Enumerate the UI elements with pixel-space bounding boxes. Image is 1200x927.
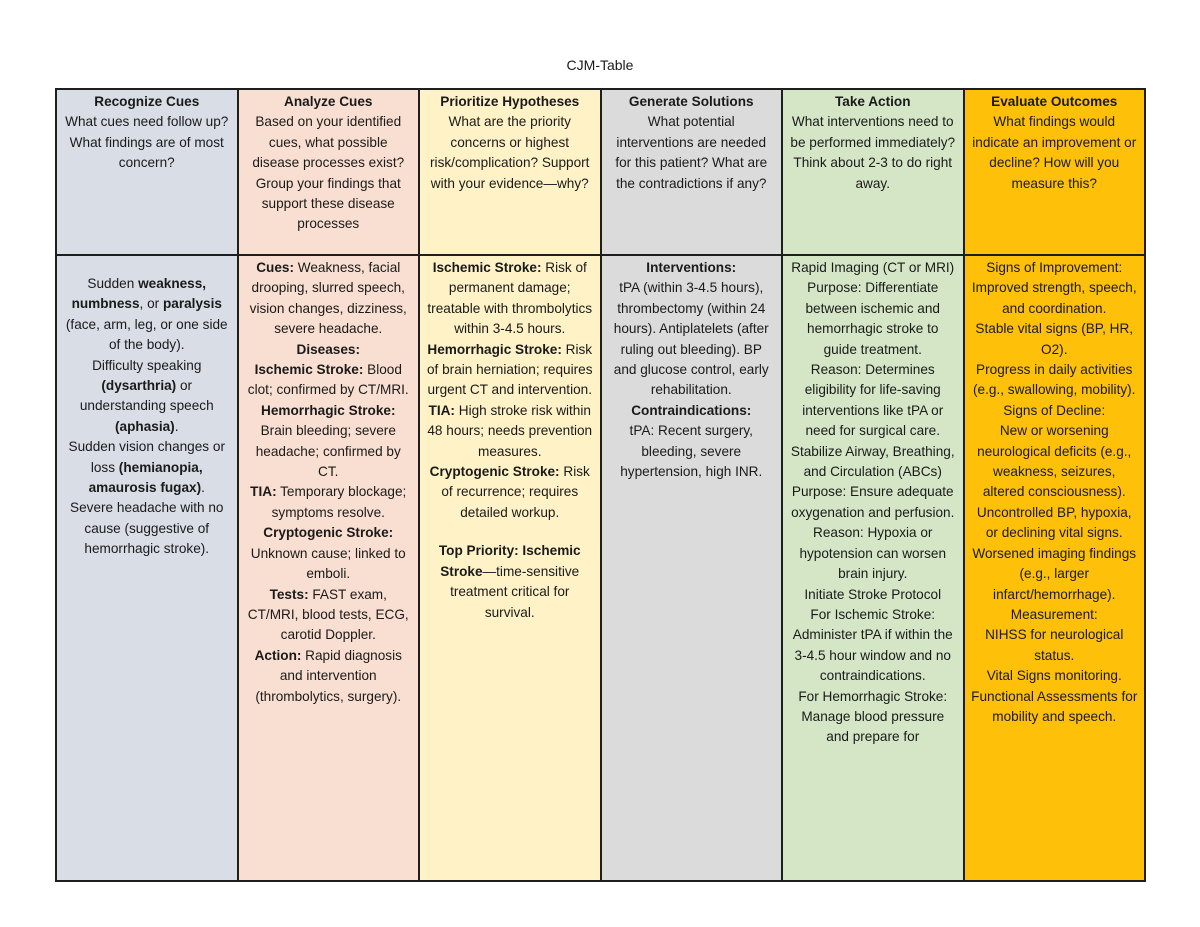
recognize-emphasis: paralysis <box>162 296 222 312</box>
evaluate-line: Signs of Improvement: <box>986 260 1123 275</box>
entry-label: TIA: <box>250 484 277 500</box>
recognize-line <box>63 437 231 498</box>
prioritize-tia-entry <box>426 401 594 462</box>
entry-label: Hemorrhagic Stroke: <box>427 341 562 357</box>
analyze-tia-entry <box>245 482 413 523</box>
recognize-line: Severe headache with no cause (suggestive of hemorrhagic stroke). <box>70 500 224 557</box>
entry-label: Hemorrhagic Stroke: <box>261 402 396 418</box>
action-line: Reason: Determines eligibility for life-saving interventions like tPA or need for surgical care. <box>802 362 944 439</box>
action-line: Stabilize Airway, Breathing, and Circulation (ABCs) <box>790 443 955 480</box>
evaluate-line: Signs of Decline: <box>1003 402 1106 418</box>
action-line: For Hemorrhagic Stroke: <box>798 688 948 704</box>
entry-label: Ischemic Stroke: <box>254 362 364 378</box>
analyze-action-entry <box>245 646 413 707</box>
entry-text: Risk of recurrence; requires detailed workup. <box>441 464 590 520</box>
analyze-cryptogenic-entry <box>245 523 413 584</box>
recognize-line <box>63 274 231 294</box>
header-title: Analyze Cues <box>284 94 373 109</box>
take-action-cell <box>782 255 964 881</box>
entry-label: Ischemic Stroke: <box>432 260 542 275</box>
interventions-text: tPA (within 3-4.5 hours), thrombectomy (within 24 hours). Antiplatelets (after ruling out bleeding). BP and glucose control, early rehabilitation. <box>613 280 769 398</box>
entry-label: Interventions: <box>646 260 737 275</box>
entry-label: Action: <box>254 647 302 663</box>
header-question: Based on your identified cues, what possible disease processes exist? Group your findings that support these disease processes <box>252 114 405 232</box>
entry-label: Cryptogenic Stroke: <box>429 464 560 480</box>
recognize-line <box>63 376 231 417</box>
action-line: For Ischemic Stroke: <box>810 606 936 622</box>
recognize-emphasis: (aphasia) <box>115 418 175 434</box>
action-line: Rapid Imaging (CT or MRI) <box>791 260 955 275</box>
analyze-hemorrhagic-entry <box>245 401 413 483</box>
prioritize-top-priority <box>426 541 594 623</box>
recognize-text: or understanding speech <box>79 378 214 414</box>
evaluate-line: New or worsening neurological deficits (e.g., weakness, seizures, altered consciousness). <box>977 423 1132 500</box>
entry-label: Tests: <box>269 586 309 602</box>
action-line: Initiate Stroke Protocol <box>804 586 942 602</box>
recognize-emphasis: (dysarthria) <box>101 378 177 394</box>
entry-text: Risk of brain herniation; requires urgent CT and intervention. <box>427 341 593 398</box>
evaluate-line: NIHSS for neurological status. <box>985 627 1124 663</box>
analyze-cues-cell <box>238 255 420 881</box>
analyze-diseases-heading <box>245 340 413 360</box>
header-analyze-cues <box>238 89 420 255</box>
evaluate-line: Worsened imaging findings (e.g., larger infarct/hemorrhage). <box>972 545 1137 602</box>
recognize-text: . <box>174 418 179 434</box>
evaluate-line: Uncontrolled BP, hypoxia, or declining vital signs. <box>976 504 1132 541</box>
analyze-tests-entry <box>245 585 413 646</box>
header-title: Prioritize Hypotheses <box>440 94 580 109</box>
entry-text: —time-sensitive treatment critical for survival. <box>450 563 580 620</box>
recognize-emphasis: weakness, <box>138 276 207 291</box>
evaluate-line: Vital Signs monitoring. <box>986 668 1122 684</box>
header-title: Evaluate Outcomes <box>991 94 1118 109</box>
generate-solutions-cell <box>601 255 783 881</box>
interventions-heading <box>608 258 776 278</box>
entry-text: Unknown cause; linked to emboli. <box>250 545 406 582</box>
cjm-table <box>55 88 1146 882</box>
recognize-text: Sudden vision changes or loss <box>68 439 225 475</box>
header-prioritize-hypotheses <box>419 89 601 255</box>
evaluate-line: Progress in daily activities (e.g., swallowing, mobility). <box>973 362 1136 398</box>
recognize-line <box>63 417 231 437</box>
recognize-emphasis: numbness <box>71 296 140 312</box>
entry-label: Contraindications: <box>631 402 752 418</box>
action-line: Reason: Hypoxia or hypotension can worsen brain injury. <box>799 525 947 582</box>
action-line: Manage blood pressure and prepare for <box>801 708 945 745</box>
entry-label: TIA: <box>428 402 455 418</box>
recognize-text: , or <box>139 296 163 312</box>
entry-text: High stroke risk within 48 hours; needs prevention measures. <box>427 402 593 459</box>
recognize-cues-cell <box>56 255 238 881</box>
entry-text: Blood clot; confirmed by CT/MRI. <box>247 362 409 398</box>
header-question: What findings would indicate an improvement or decline? How will you measure this? <box>972 114 1137 191</box>
action-line: Administer tPA if within the 3-4.5 hour window and no contraindications. <box>792 627 953 684</box>
header-row <box>56 89 1145 255</box>
action-line: Purpose: Ensure adequate oxygenation and perfusion. <box>791 484 955 520</box>
entry-label: Cryptogenic Stroke: <box>263 525 394 541</box>
header-recognize-cues <box>56 89 238 255</box>
contraindications-text: tPA: Recent surgery, bleeding, severe hypertension, high INR. <box>620 423 763 480</box>
entry-label: Cues: <box>256 260 294 275</box>
evaluate-line: Measurement: <box>1010 606 1098 622</box>
header-title: Generate Solutions <box>628 94 754 109</box>
header-take-action <box>782 89 964 255</box>
recognize-line: Difficulty speaking <box>92 357 202 373</box>
header-generate-solutions <box>601 89 783 255</box>
prioritize-hypotheses-cell <box>419 255 601 881</box>
header-title: Take Action <box>834 94 911 109</box>
prioritize-cryptogenic-entry <box>426 462 594 523</box>
entry-label: Diseases: <box>296 341 360 357</box>
recognize-text: . <box>201 480 205 496</box>
entry-text: Temporary blockage; symptoms resolve. <box>271 484 407 520</box>
header-question: What potential interventions are needed for this patient? What are the contradictions if any? <box>615 114 768 191</box>
evaluate-line: Functional Assessments for mobility and speech. <box>971 688 1138 724</box>
recognize-line <box>63 294 231 314</box>
contraindications-heading <box>608 401 776 421</box>
recognize-emphasis: (hemianopia, amaurosis fugax) <box>88 459 203 496</box>
header-question: What are the priority concerns or highest risk/complication? Support with your evidence—why? <box>430 114 590 191</box>
recognize-line: (face, arm, leg, or one side of the body). <box>65 316 228 353</box>
header-title: Recognize Cues <box>94 94 200 109</box>
analyze-ischemic-entry <box>245 360 413 401</box>
entry-text: Risk of permanent damage; treatable with thrombolytics within 3-4.5 hours. <box>427 260 593 337</box>
entry-text: Brain bleeding; severe headache; confirmed by CT. <box>255 423 401 480</box>
analyze-cues-entry <box>245 258 413 340</box>
header-question: What cues need follow up? What findings are of most concern? <box>65 114 229 171</box>
document-title: CJM-Table <box>566 57 634 73</box>
prioritize-ischemic-entry <box>426 258 594 340</box>
header-evaluate-outcomes <box>964 89 1146 255</box>
entry-text: Rapid diagnosis and intervention (thrombolytics, surgery). <box>255 647 402 704</box>
entry-label: Top Priority: Ischemic Stroke <box>438 543 581 579</box>
evaluate-line: Improved strength, speech, and coordination. <box>971 280 1137 316</box>
evaluate-outcomes-cell <box>964 255 1146 881</box>
entry-text: FAST exam, CT/MRI, blood tests, ECG, carotid Doppler. <box>247 586 409 643</box>
header-question: What interventions need to be performed immediately? Think about 2-3 to do right away. <box>790 114 956 191</box>
entry-text: Weakness, facial drooping, slurred speech, vision changes, dizziness, severe headache. <box>249 260 407 337</box>
content-row <box>56 255 1145 881</box>
prioritize-hemorrhagic-entry <box>426 340 594 401</box>
action-line: Purpose: Differentiate between ischemic and hemorrhagic stroke to guide treatment. <box>805 280 940 357</box>
evaluate-line: Stable vital signs (BP, HR, O2). <box>975 321 1134 357</box>
recognize-text: Sudden <box>87 276 139 291</box>
